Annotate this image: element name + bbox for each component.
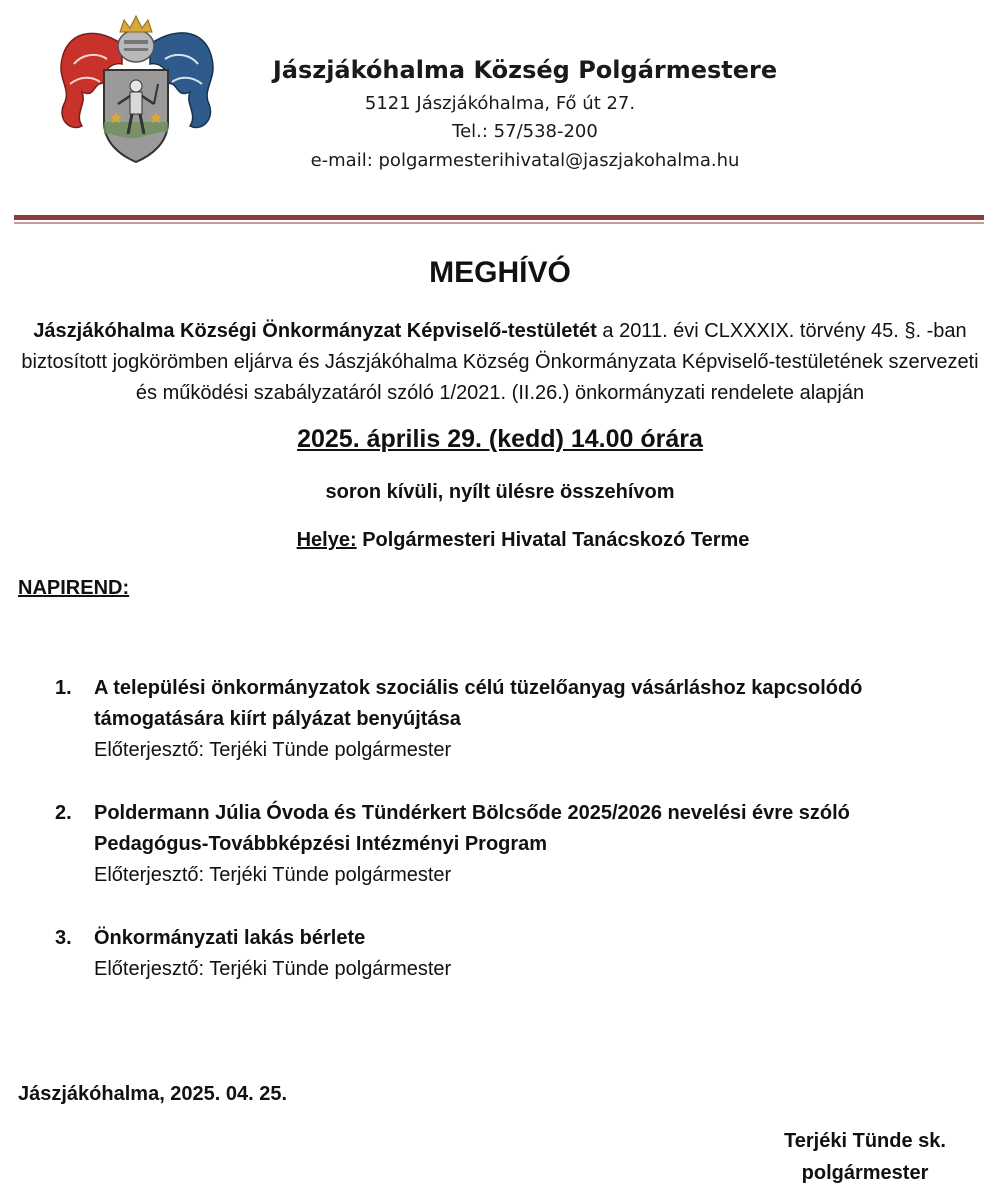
agenda-item-title: Önkormányzati lakás bérlete [94,927,366,949]
org-phone: Tel.: 57/538-200 [452,121,598,142]
meeting-type: soron kívüli, nyílt ülésre összehívom [325,481,675,503]
org-email: e-mail: polgarmesterihivatal@jaszjakohalma.hu [310,150,740,171]
meeting-place [0,529,1000,552]
org-name: Jászjákóhalma Község Polgármestere [272,56,778,84]
intro-paragraph [20,316,980,409]
header-divider-thin [14,222,984,224]
intro-text: a 2011. évi CLXXXIX. törvény 45. §. -ban biztosított jogkörömben eljárva és Jászjákóhalma Község Önkormányzata Képviselő-testületének szervezeti és működési szabályzatáról szóló 1/2021. (II.26.) önkormányzati rendelete alapján [21,320,979,404]
agenda-item [55,923,955,985]
header-divider [14,215,984,220]
agenda-item [55,673,955,766]
place-and-date: Jászjákóhalma, 2025. 04. 25. [18,1083,288,1105]
document-title: MEGHÍVÓ [429,256,571,289]
agenda-heading: NAPIREND: [18,577,130,599]
agenda-item-title: A települési önkormányzatok szociális célú tüzelőanyag vásárláshoz kapcsolódó támogatására kiírt pályázat benyújtása [94,677,863,730]
org-address: 5121 Jászjákóhalma, Fő út 27. [364,93,636,114]
agenda-item [55,798,955,891]
agenda-item-number: 3. [55,927,72,949]
agenda-item-presenter: Előterjesztő: Terjéki Tünde polgármester [94,739,452,761]
agenda-item-presenter: Előterjesztő: Terjéki Tünde polgármester [94,958,452,980]
signer-title: polgármester [801,1162,929,1184]
meeting-date: 2025. április 29. (kedd) 14.00 órára [297,425,703,453]
agenda-item-presenter: Előterjesztő: Terjéki Tünde polgármester [94,864,452,886]
intro-bold-lead: Jászjákóhalma Községi Önkormányzat Képviselő-testületét [33,320,597,342]
signer-name: Terjéki Tünde sk. [784,1130,946,1152]
meeting-place-value: Polgármesteri Hivatal Tanácskozó Terme [356,529,750,551]
coat-of-arms-icon [52,4,220,170]
agenda-item-number: 1. [55,677,72,699]
agenda-item-title: Poldermann Júlia Óvoda és Tündérkert Bölcsőde 2025/2026 nevelési évre szóló Pedagógus-Továbbképzési Intézményi Program [94,802,850,855]
agenda-item-number: 2. [55,802,72,824]
meeting-place-label: Helye: [296,529,357,551]
